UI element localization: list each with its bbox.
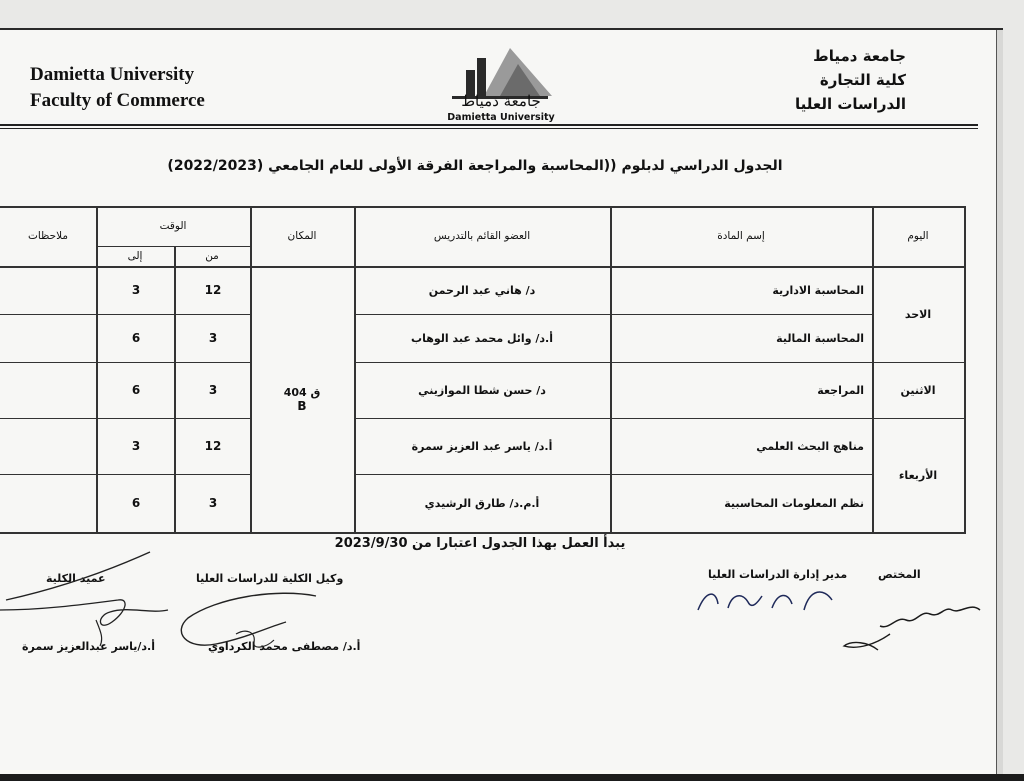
header-instructor: العضو القائم بالتدريس xyxy=(433,230,531,242)
day-cell-monday: الاثنين xyxy=(900,383,936,397)
time-to-cell: 6 xyxy=(131,331,141,345)
header-day: اليوم xyxy=(907,230,929,242)
document-title: الجدول الدراسي لدبلوم ((المحاسبة والمراجعة الفرقة الأولى للعام الجامعي (2022/2023) xyxy=(167,158,783,174)
faculty-name-ar: كلية التجارة xyxy=(819,71,906,89)
time-from-cell: 3 xyxy=(208,383,218,397)
subject-cell: مناهج البحث العلمي xyxy=(756,439,864,453)
director-signature xyxy=(692,580,842,620)
time-to-cell: 6 xyxy=(131,383,141,397)
vice-dean-name: أ.د/ مصطفى محمد الكرداوي xyxy=(208,640,361,653)
logo-arabic-text: جامعة دمياط xyxy=(461,92,541,110)
instructor-cell: أ.د/ وائل محمد عبد الوهاب xyxy=(411,331,553,345)
bottom-edge xyxy=(0,774,1024,781)
instructor-cell: د/ حسن شطا الموازيني xyxy=(418,383,546,397)
logo-english-text: Damietta University xyxy=(447,112,555,123)
header-subject: إسم المادة xyxy=(717,230,765,242)
header-location: المكان xyxy=(287,230,317,242)
time-to-cell: 3 xyxy=(131,439,141,453)
dean-title: عميد الكلية xyxy=(46,572,106,585)
page-edge xyxy=(996,30,1003,781)
table-border-bottom xyxy=(0,532,964,534)
instructor-cell: أ.م.د/ طارق الرشيدي xyxy=(424,496,540,510)
department-name-ar: الدراسات العليا xyxy=(794,95,906,113)
vice-dean-signature xyxy=(176,588,326,658)
header-english xyxy=(30,62,205,114)
start-date-note: يبدأ العمل بهذا الجدول اعتبارا من 2023/9/30 xyxy=(334,536,626,551)
vice-dean-title: وكيل الكلية للدراسات العليا xyxy=(196,572,344,585)
instructor-cell: أ.د/ ياسر عبد العزيز سمرة xyxy=(411,439,553,453)
time-to-cell: 3 xyxy=(131,283,141,297)
header-notes: ملاحظات xyxy=(27,230,69,242)
time-to-cell: 6 xyxy=(131,496,141,510)
director-title: مدير إدارة الدراسات العليا xyxy=(708,568,848,581)
subject-cell: نظم المعلومات المحاسبية xyxy=(724,496,864,510)
university-name-ar: جامعة دمياط xyxy=(813,47,906,65)
dean-name: أ.د/ياسر عبدالعزيز سمرة xyxy=(22,640,156,653)
university-name-en: Damietta University xyxy=(30,64,195,85)
instructor-cell: د/ هاني عبد الرحمن xyxy=(428,283,536,297)
table-border-right xyxy=(964,206,966,534)
location-cell xyxy=(250,266,354,532)
header-arabic xyxy=(795,44,906,116)
location-room: ق 404 xyxy=(283,385,321,399)
day-cell-sunday: الاحد xyxy=(904,307,932,321)
specialist-signature xyxy=(840,600,990,660)
subject-cell: المحاسبة الادارية xyxy=(772,283,864,297)
header-rule-thin xyxy=(0,128,978,129)
dean-signature xyxy=(0,550,180,650)
subject-cell: المراجعة xyxy=(817,383,864,397)
time-from-cell: 12 xyxy=(204,439,222,453)
subject-cell: المحاسبة المالية xyxy=(776,331,864,345)
location-building: B xyxy=(297,398,307,413)
header-to: إلى xyxy=(127,250,143,262)
specialist-title: المختص xyxy=(878,568,921,581)
time-from-cell: 3 xyxy=(208,331,218,345)
time-from-cell: 3 xyxy=(208,496,218,510)
header-from: من xyxy=(205,250,219,262)
faculty-name-en: Faculty of Commerce xyxy=(30,90,205,111)
header-time: الوقت xyxy=(159,220,187,232)
header-rule xyxy=(0,124,978,126)
time-from-cell: 12 xyxy=(204,283,222,297)
day-cell-wednesday: الأربعاء xyxy=(898,468,938,482)
